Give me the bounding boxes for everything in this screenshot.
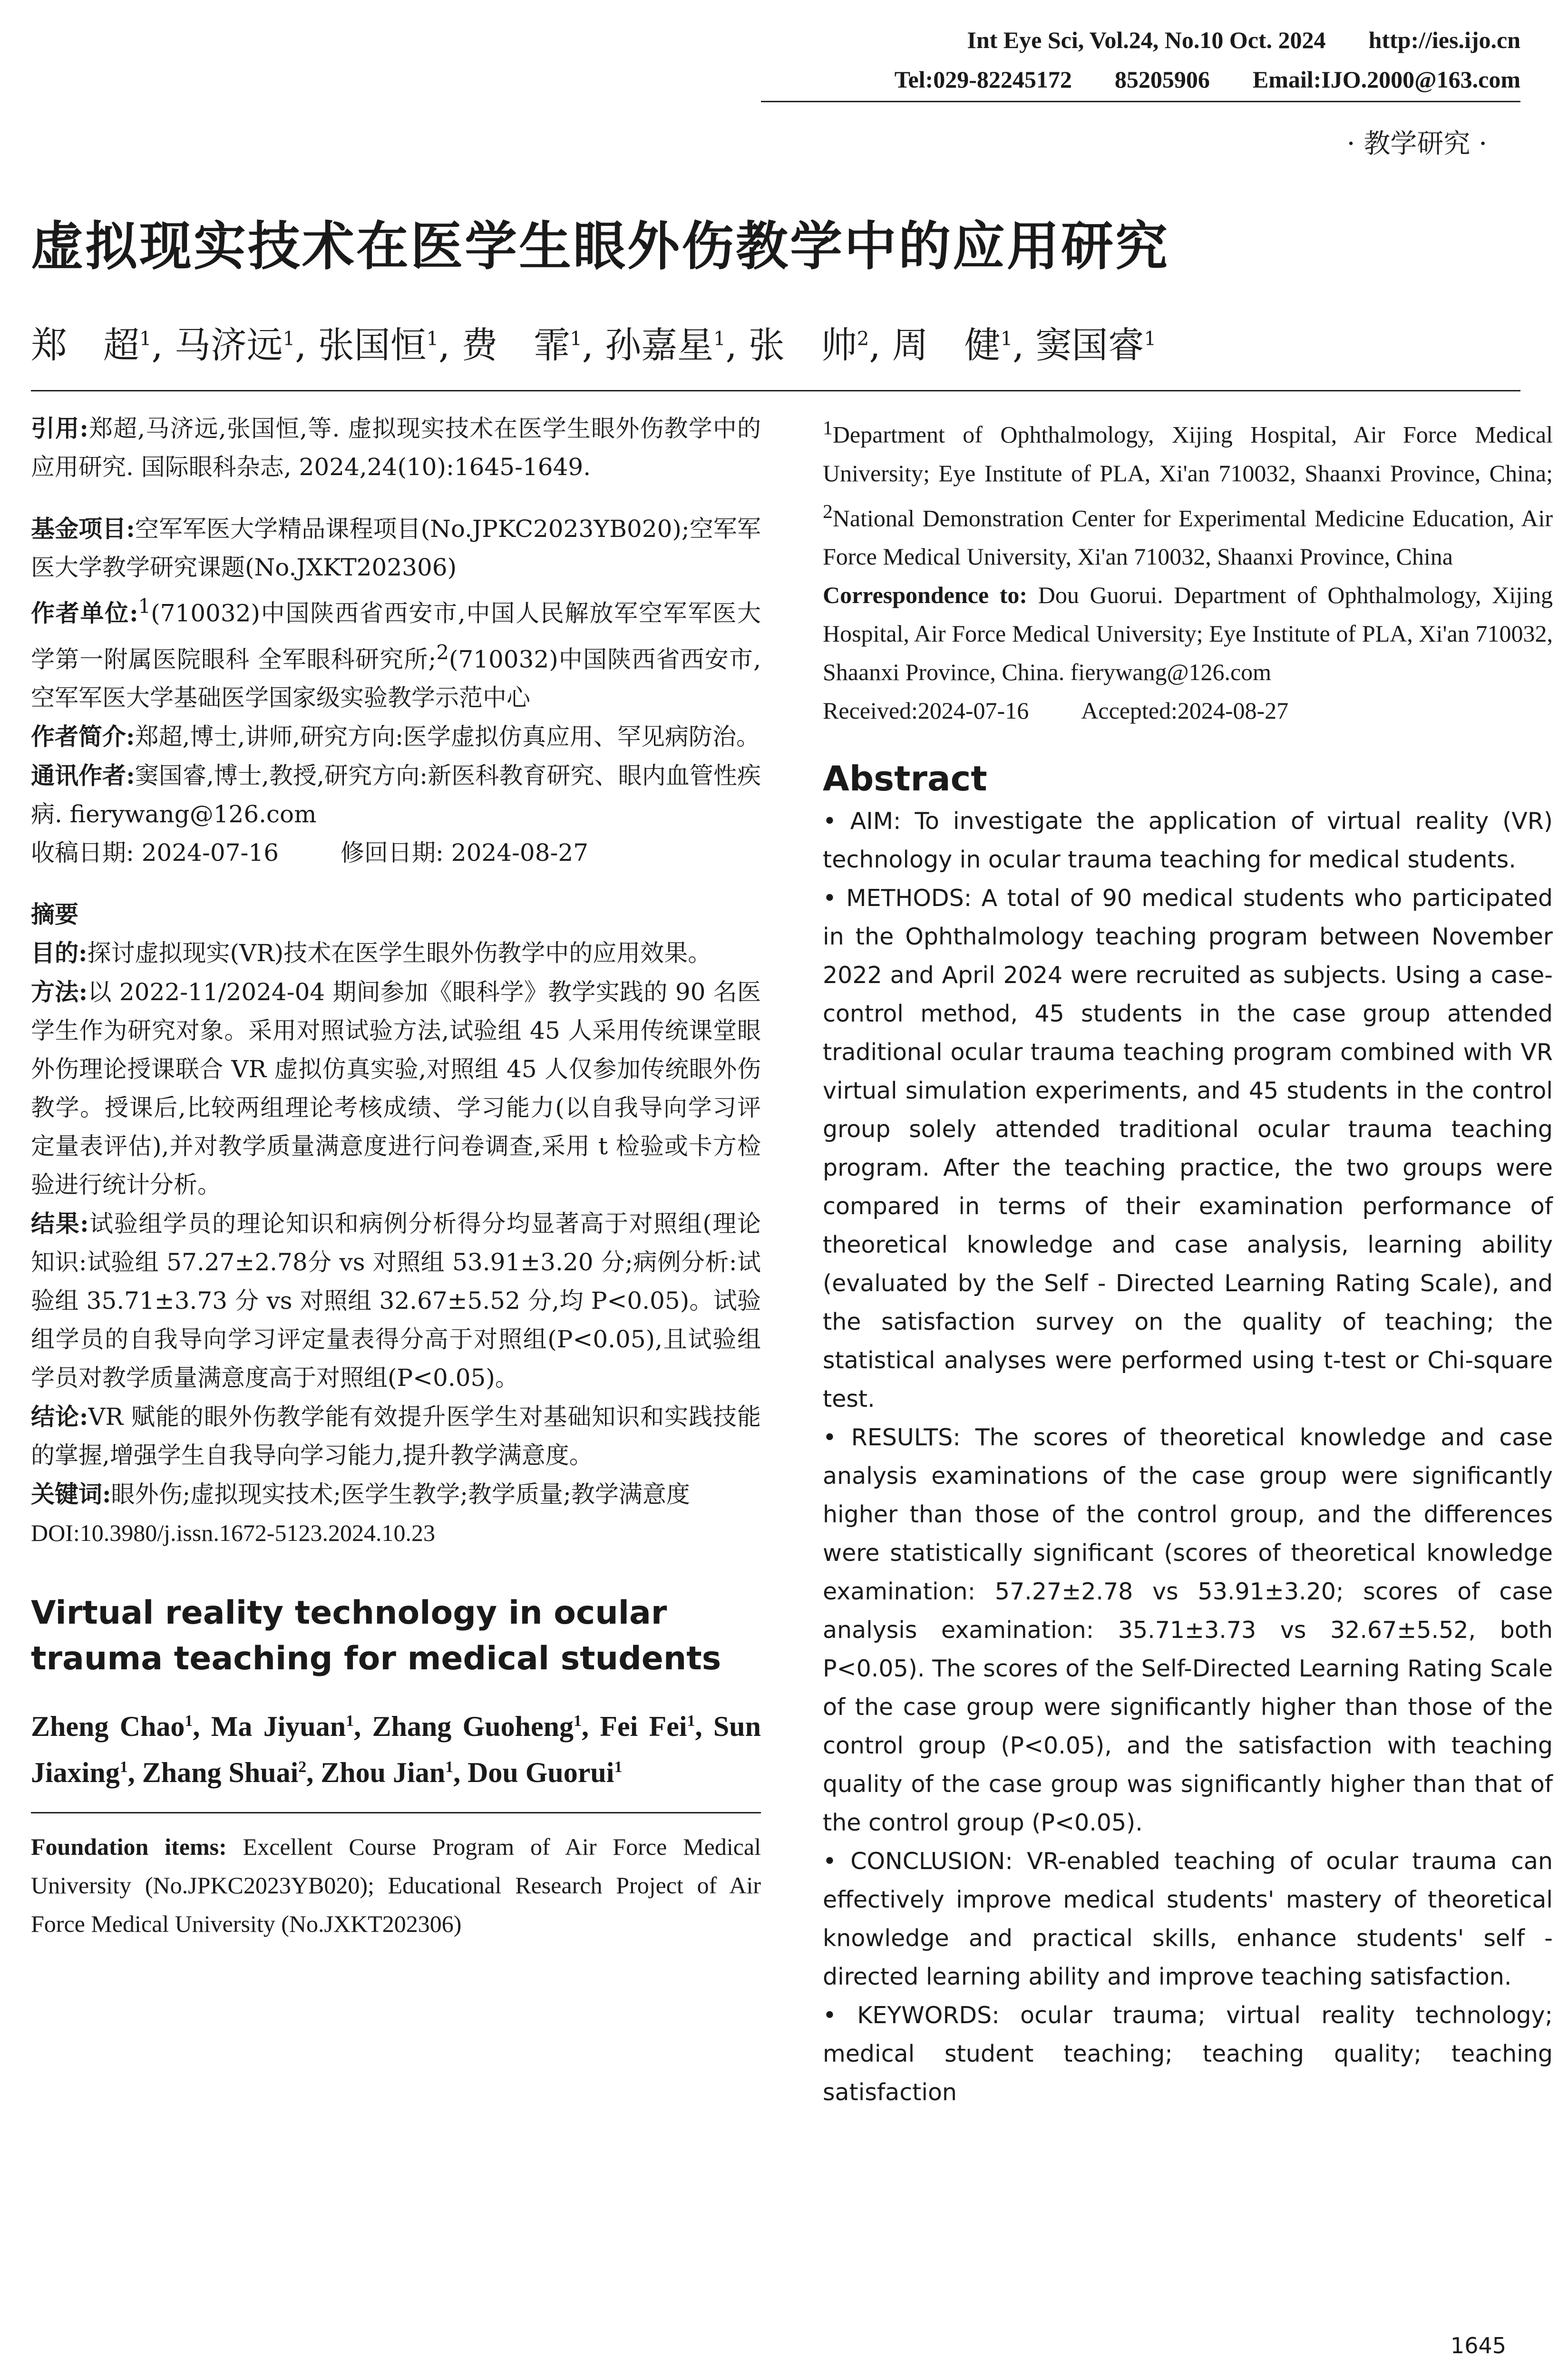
authors-en: Zheng Chao$^1$, Ma Jiyuan$^1$, Zhang Guoheng$^1$, Fei Fei$^1$, Sun Jiaxing$^1$, Zhang Shuai$^2$, Zhou Jian$^1$, Dou Guorui$^1$ xyxy=(31,1711,761,1789)
fund: 基金项目:空军军医大学精品课程项目(No.JPKC2023YB020);空军军医大学教学研究课题(No.JXKT202306) xyxy=(31,515,761,581)
methods-en: • METHODS: A total of 90 medical students who participated in the Ophthalmology teaching program between November 2022 and April 2024 were recruited as subjects. Using a case-control method, 45 students in the case group attended traditional ocular trauma teaching program combined with VR virtual simulation experiments, and 45 students in the control group solely attended traditional ocular trauma teaching program. After the teaching practice, the two groups were compared in terms of their examination performance of theoretical knowledge and case analysis, learning ability (evaluated by the Self - Directed Learning Rating Scale), and the satisfaction survey on the quality of teaching; the statistical analyses were performed using t-test or Chi-square test. xyxy=(823,885,1553,1413)
section-tag: · 教学研究 · xyxy=(1346,128,1487,159)
author-bio: 作者简介:郑超,博士,讲师,研究方向:医学虚拟仿真应用、罕见病防治。 xyxy=(31,722,760,751)
author-cn: 郑 超 xyxy=(31,324,139,366)
author-cn: 周 健 xyxy=(892,324,1001,366)
author-cn: 张 帅 xyxy=(748,324,857,366)
corresponding-author: 通讯作者:窦国睿,博士,教授,研究方向:新医科教育研究、眼内血管性疾病. fierywang@126.com xyxy=(31,761,761,828)
author-cn: 费 霏 xyxy=(461,324,570,366)
author-cn: 窦国睿 xyxy=(1035,324,1144,366)
left-column xyxy=(31,409,761,1943)
journal-url: http://ies.ijo.cn xyxy=(1368,27,1520,53)
foundation-items-en: Foundation items: Excellent Course Program of Air Force Medical University (No.JPKC2023YB020); Educational Research Project of Air Force Medical University (No.JXKT202306) xyxy=(31,1833,761,1938)
title-rule xyxy=(31,390,1520,391)
abstract-title: Abstract xyxy=(823,759,987,799)
header-rule xyxy=(761,101,1520,102)
affiliations-en: $^1$Department of Ophthalmology, Xijing Hospital, Air Force Medical University; Eye Institute of PLA, Xi'an 710032, Shaanxi Province, China; $^2$National Demonstration Center for Experimental Medicine Education, Air Force Medical University, Xi'an 710032, Shaanxi Province, China xyxy=(823,417,1553,570)
conclusion-en: • CONCLUSION: VR-enabled teaching of ocular trauma can effectively improve medical students' mastery of theoretical knowledge and practical skills, enhance students' self - directed learning ability and improve teaching satisfaction. xyxy=(823,1848,1553,1991)
keywords-en: • KEYWORDS: ocular trauma; virtual reality technology; medical student teaching; teaching quality; teaching satisfaction xyxy=(823,2002,1553,2106)
authors-cn: 郑 超$^1$, 马济远$^1$, 张国恒$^1$, 费 霏$^1$, 孙嘉星$^1$, 张 帅$^2$, 周 健$^1$, 窦国睿$^1$ xyxy=(31,324,1156,366)
aim-en: • AIM: To investigate the application of virtual reality (VR) technology in ocular trauma teaching for medical students. xyxy=(823,808,1553,874)
citation: 引用:郑超,马济远,张国恒,等. 虚拟现实技术在医学生眼外伤教学中的应用研究. 国际眼科杂志, 2024,24(10):1645-1649. xyxy=(31,414,761,481)
affiliation: 作者单位:$^1$(710032)中国陕西省西安市,中国人民解放军空军军医大学第一附属医院眼科 全军眼科研究所;$^2$(710032)中国陕西省西安市,空军军医大学基础医学国家级实验教学示范中心 xyxy=(31,594,761,712)
authors-rule xyxy=(31,1812,761,1813)
journal-header-line2 xyxy=(895,66,1520,93)
abstract-heading-cn: 摘要 xyxy=(31,900,78,929)
dates: 收稿日期: 2024-07-16 修回日期: 2024-08-27 xyxy=(31,839,589,867)
journal-tel: Tel:029-82245172 xyxy=(894,66,1072,93)
doi: DOI:10.3980/j.issn.1672-5123.2024.10.23 xyxy=(31,1520,435,1547)
page-number: 1645 xyxy=(1450,2333,1506,2358)
conclusion-cn: 结论:VR 赋能的眼外伤教学能有效提升医学生对基础知识和实践技能的掌握,增强学生自我导向学习能力,提升教学满意度。 xyxy=(31,1403,761,1470)
results-en: • RESULTS: The scores of theoretical knowledge and case analysis examinations of the case group were significantly higher than those of the control group, and the differences were statistically significant (scores of theoretical knowledge examination: 57.27±2.78 vs 53.91±3.20; scores of case analysis examination: 35.71±3.73 vs 32.67±5.52, both P<0.05). The scores of the Self-Directed Learning Rating Scale of the case group were significantly higher than those of the control group (P<0.05), and the satisfaction with teaching quality of the case group was significantly higher than that of the control group (P<0.05). xyxy=(823,1424,1553,1837)
methods-cn: 方法:以 2022-11/2024-04 期间参加《眼科学》教学实践的 90 名医学生作为研究对象。采用对照试验方法,试验组 45 人采用传统课堂眼外伤理论授课联合 VR 虚拟仿真实验,对照组 45 人仅参加传统眼外伤教学。授课后,比较两组理论考核成绩、学习能力(以自我导向学习评定量表评估),并对教学质量满意度进行问卷调查,采用 t 检验或卡方检验进行统计分析。 xyxy=(31,978,761,1199)
aim-cn: 目的:探讨虚拟现实(VR)技术在医学生眼外伤教学中的应用效果。 xyxy=(31,939,712,967)
journal-tel2: 85205906 xyxy=(1114,66,1210,93)
keywords-cn: 关键词:眼外伤;虚拟现实技术;医学生教学;教学质量;教学满意度 xyxy=(31,1480,690,1509)
right-column xyxy=(823,409,1553,2112)
author-cn: 张国恒 xyxy=(318,324,427,366)
correspondence-en: Correspondence to: Dou Guorui. Department of Ophthalmology, Xijing Hospital, Air Force Medical University; Eye Institute of PLA, Xi'an 710032, Shaanxi Province, China. fierywang@126.com xyxy=(823,582,1553,686)
author-cn: 马济远 xyxy=(174,324,283,366)
dates-en: Received:2024-07-16 Accepted:2024-08-27 xyxy=(823,697,1289,724)
journal-email: Email:IJO.2000@163.com xyxy=(1252,66,1520,93)
english-title: Virtual reality technology in ocular trauma teaching for medical students xyxy=(31,1594,721,1678)
author-cn: 孙嘉星 xyxy=(605,324,714,366)
article-title: 虚拟现实技术在医学生眼外伤教学中的应用研究 xyxy=(31,215,1169,277)
journal-citation: Int Eye Sci, Vol.24, No.10 Oct. 2024 xyxy=(967,27,1326,53)
results-cn: 结果:试验组学员的理论知识和病例分析得分均显著高于对照组(理论知识:试验组 57.27±2.78分 vs 对照组 53.91±3.20 分;病例分析:试验组 35.71±3.73 分 vs 对照组 32.67±5.52 分,均 P<0.05)。试验组学员的自我导向学习评定量表得分高于对照组(P<0.05),且试验组学员对教学质量满意度高于对照组(P<0.05)。 xyxy=(31,1209,761,1392)
journal-header-line1 xyxy=(967,26,1520,54)
